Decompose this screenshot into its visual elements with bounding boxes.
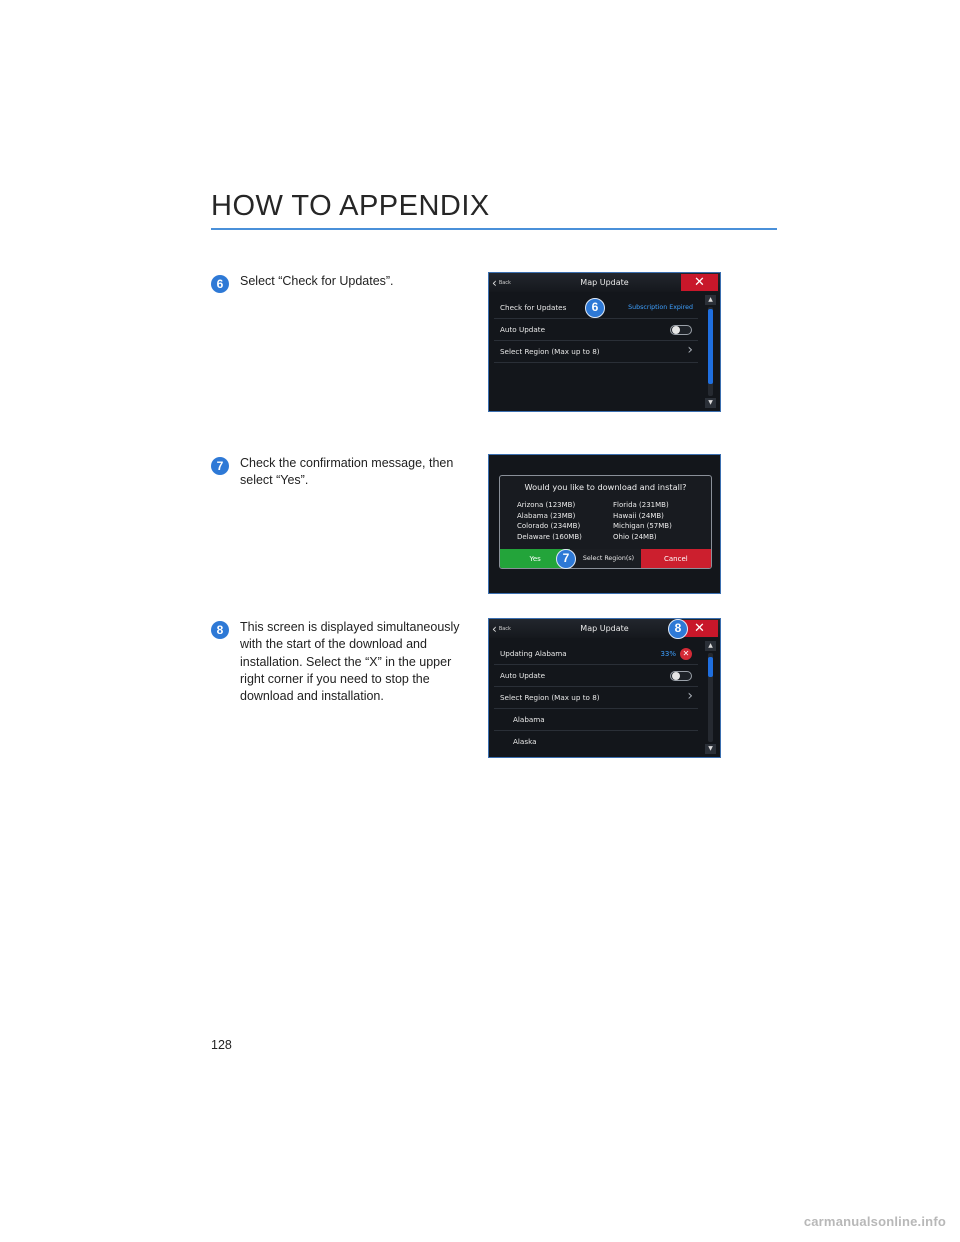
map-update-screen [488,272,721,412]
toggle-knob [672,326,680,334]
row-label: Select Region (Max up to 8) [500,693,600,702]
row-label: Alaska [513,737,537,746]
toggle-knob [672,672,680,680]
region-item-alaska[interactable] [494,731,698,753]
scroll-thumb[interactable] [708,657,713,677]
callout-marker: 8 [668,619,688,639]
select-region-row[interactable] [494,687,698,709]
row-label: Updating Alabama [500,649,567,658]
screen-header [489,273,720,292]
cancel-button[interactable]: Cancel [641,549,711,568]
auto-update-toggle[interactable] [670,325,692,335]
chevron-right-icon: › [687,688,693,704]
chevron-left-icon: ‹ [492,621,497,636]
back-label: Back [498,279,511,286]
dialog-buttons [500,549,711,568]
step-number-badge: 8 [211,621,229,639]
screen-title: Map Update [580,624,629,633]
subscription-status: Subscription Expired [628,304,693,311]
row-label: Auto Update [500,671,546,680]
back-label: Back [498,625,511,632]
scroll-track [708,653,713,742]
dialog-title: Would you like to download and install? [524,482,687,492]
row-label: Auto Update [500,325,546,334]
updating-row [494,643,698,665]
step-number-badge: 7 [211,457,229,475]
scrollbar[interactable] [705,295,716,408]
region-item: Arizona (123MB) [517,501,576,509]
region-item-alabama[interactable] [494,709,698,731]
chevron-left-icon: ‹ [492,275,497,290]
map-update-progress-screen [488,618,721,758]
heading-divider [211,228,777,230]
screen-title: Map Update [580,278,629,287]
row-label: Select Region (Max up to 8) [500,347,600,356]
close-button[interactable] [681,274,718,291]
region-item: Hawaii (24MB) [613,511,664,520]
region-item: Delaware (160MB) [517,532,582,541]
watermark-text: carmanualsonline.info [803,1214,946,1229]
callout-marker: 6 [585,298,605,318]
scroll-down-icon[interactable]: ▼ [705,744,716,754]
region-item: Ohio (24MB) [613,532,657,541]
close-icon: ✕ [694,275,705,290]
auto-update-toggle[interactable] [670,671,692,681]
page-heading: HOW TO APPENDIX [211,190,490,222]
row-label: Alabama [513,715,545,724]
region-item: Alabama (23MB) [517,511,576,520]
cancel-update-icon[interactable]: ✕ [680,648,692,660]
region-list-left [517,500,582,542]
callout-marker: 7 [556,549,576,569]
progress-percent: 33% [660,650,676,658]
step-instruction: Check the confirmation message, then select “Yes”. [240,456,454,488]
scroll-up-icon[interactable]: ▲ [705,295,716,305]
auto-update-row [494,665,698,687]
region-item: Colorado (234MB) [517,522,581,530]
page-number: 128 [211,1038,232,1052]
region-item: Michigan (57MB) [613,522,672,530]
step-instruction: This screen is displayed simultaneously with the start of the download and installation. Select the “X” in the upper right corner if you need to stop the download and installation. [240,620,460,704]
close-icon: ✕ [694,621,705,636]
scroll-track [708,307,713,396]
step-instruction: Select “Check for Updates”. [240,274,394,288]
scroll-up-icon[interactable]: ▲ [705,641,716,651]
chevron-right-icon: › [687,342,693,358]
row-label: Check for Updates [500,303,567,312]
auto-update-row [494,319,698,341]
region-item: Florida (231MB) [613,501,669,509]
select-regions-button[interactable]: Select Region(s) [570,549,640,568]
scroll-thumb[interactable] [708,309,713,384]
step-number-badge: 6 [211,275,229,293]
scroll-down-icon[interactable]: ▼ [705,398,716,408]
yes-button[interactable]: Yes [500,549,570,568]
confirmation-screen [488,454,721,594]
select-region-row[interactable] [494,341,698,363]
scrollbar[interactable] [705,641,716,754]
region-list-right [613,500,672,542]
confirmation-dialog [499,475,712,569]
